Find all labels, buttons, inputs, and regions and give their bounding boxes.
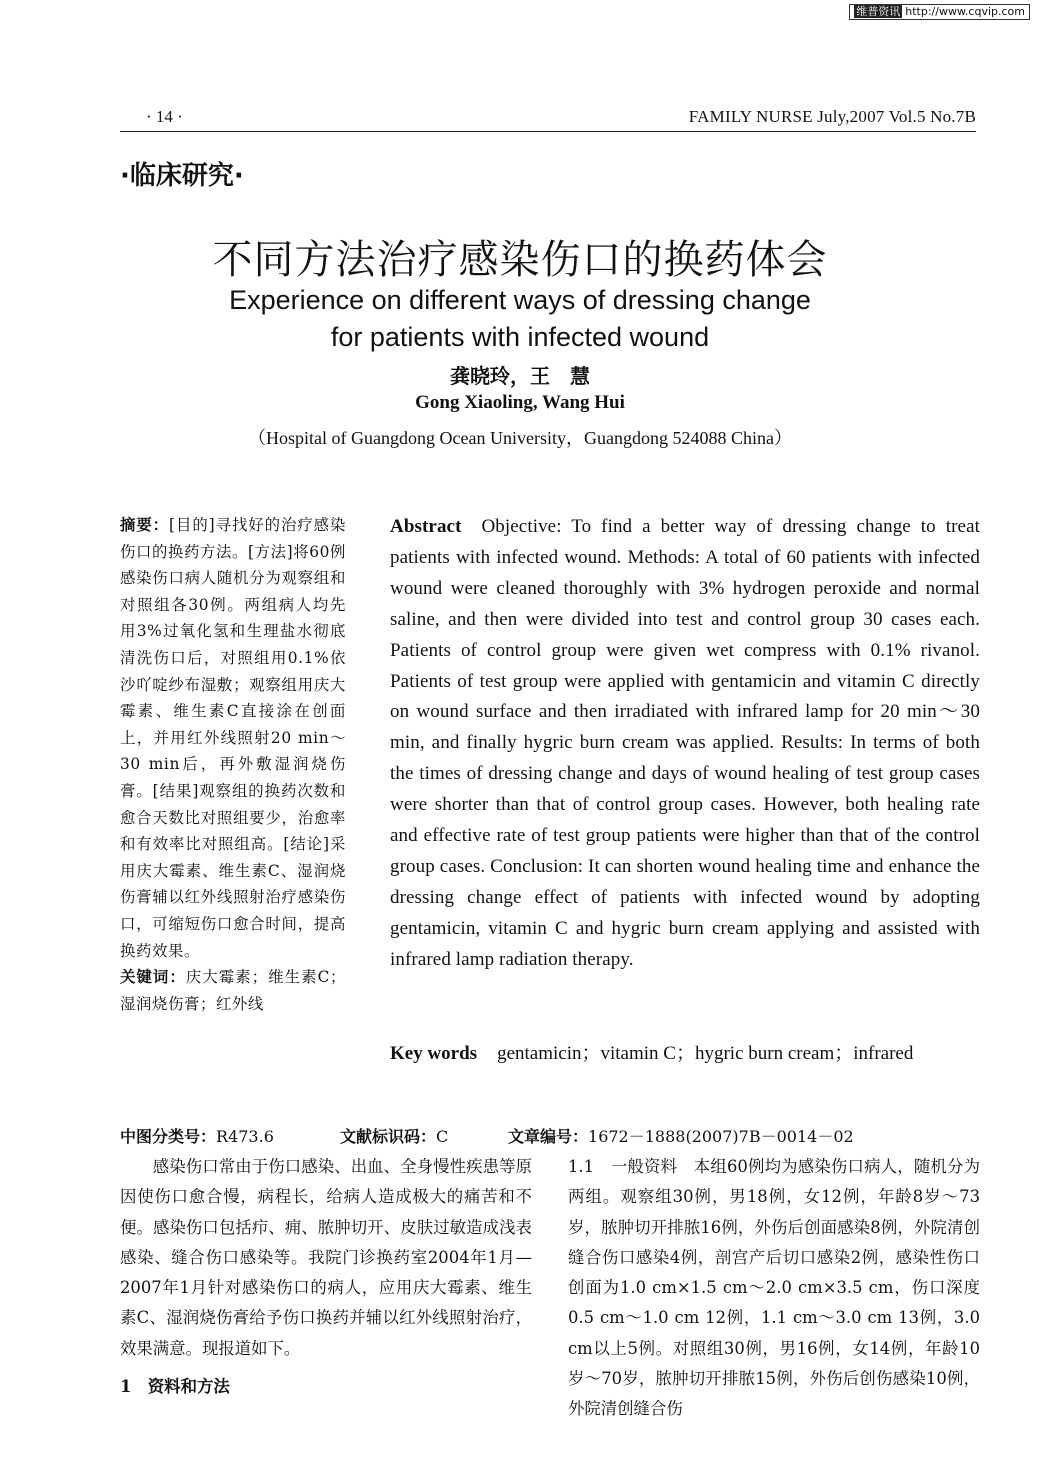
title-chinese: 不同方法治疗感染伤口的换药体会 [212,237,828,283]
clc-code: 中图分类号：R473.6 [120,1127,274,1146]
watermark-brand: 维普资讯 [856,5,901,18]
authors-chinese: 龚晓玲，王 慧 [450,364,590,388]
keywords-en-label: Key words [390,1043,478,1064]
abstract-cn-label: 摘要： [120,516,170,534]
introduction [120,1152,532,1364]
affiliation: （Hospital of Guangdong Ocean University，Guangdong 524088 China） [248,428,792,448]
title-english-line1: Experience on different ways of dressing change [229,285,811,315]
abstract-chinese [120,512,346,1017]
keywords-cn-text: 庆大霉素；维生素C；湿润烧伤膏；红外线 [120,968,346,1013]
title-english-line2: for patients with infected wound [330,322,710,352]
section-label: ·临床研究· [120,161,244,191]
intro-paragraph: 感染伤口常由于伤口感染、出血、全身慢性疾患等原因使伤口愈合慢，病程长，给病人造成极大的痛苦和不便。感染伤口包括疖、痈、脓肿切开、皮肤过敏造成浅表感染、缝合伤口感染等。我院门诊换药室2004年1月—2007年1月针对感染伤口的病人，应用庆大霉素、维生素C、湿润烧伤膏给予伤口换药并辅以红外线照射治疗，效果满意。现报道如下。 [120,1157,532,1358]
abstract-en-text: Objective: To find a better way of dressing change to treat patients with infected wound. Methods: A total of 60 patients with infected wound were cleaned thoroughly with 3% hydrogen peroxide and normal saline, and then were divided into test and control group 30 cases each. Patients of control group were given wet compress with 0.1% rivanol. Patients of test group were applied with gentamicin and vitamin C directly on wound surface and then irradiated with infrared lamp for 20 min～30 min, and finally hygric burn cream was applied. Results: In terms of both the times of dressing change and days of wound healing of test group cases were shorter than that of control group cases. However, both healing rate and effective rate of test group patients were higher than that of the control group cases. Conclusion: It can shorten wound healing time and enhance the dressing change effect of patients with infected wound by adopting gentamicin, vitamin C and hygric burn cream applying and assisted with infrared lamp radiation therapy. [390,516,980,970]
keywords-cn-label: 关键词： [120,968,186,987]
watermark-badge [849,4,1030,20]
methods-heading: 1 资料和方法 [120,1377,230,1396]
keywords-en-text: gentamicin；vitamin C；hygric burn cream；infrared [497,1043,914,1064]
document-code: 文献标识码：C [340,1127,449,1146]
header-rule [120,131,976,132]
abstract-english [390,512,980,976]
watermark-url: http://www.cqvip.com [905,5,1025,18]
page-number: · 14 · [146,107,183,126]
authors-english: Gong Xiaoling, Wang Hui [415,392,625,413]
abstract-cn-text: [目的]寻找好的治疗感染伤口的换药方法。[方法]将60例感染伤口病人随机分为观察组和对照组各30例。两组病人均先用3%过氧化氢和生理盐水彻底清洗伤口后，对照组用0.1%依沙吖啶纱布湿敷；观察组用庆大霉素、维生素C直接涂在创面上，并用红外线照射20 min～30 min后，再外敷湿润烧伤膏。[结果]观察组的换药次数和愈合天数比对照组要少，治愈率和有效率比对照组高。[结论]采用庆大霉素、维生素C、湿润烧伤膏辅以红外线照射治疗感染伤口，可缩短伤口愈合时间，提高换药效果。 [120,516,346,960]
general-data-paragraph: 1.1 一般资料 本组60例均为感染伤口病人，随机分为两组。观察组30例，男18例，女12例，年龄8岁～73岁，脓肿切开排脓16例，外伤后创面感染8例，外院清创缝合伤口感染4例，剖宫产后切口感染2例，感染性伤口创面为1.0 cm×1.5 cm～2.0 cm×3.5 cm，伤口深度0.5 cm～1.0 cm 12例，1.1 cm～3.0 cm 13例，3.0 cm以上5例。对照组30例，男16例，女14例，年龄10岁～70岁，脓肿切开排脓15例，外伤后创伤感染10例，外院清创缝合伤 [568,1157,980,1419]
journal-header: FAMILY NURSE July,2007 Vol.5 No.7B [688,107,976,126]
abstract-en-label: Abstract [390,516,462,537]
article-number: 文章编号：1672－1888(2007)7B－0014－02 [508,1127,854,1146]
keywords-english [390,1038,980,1065]
